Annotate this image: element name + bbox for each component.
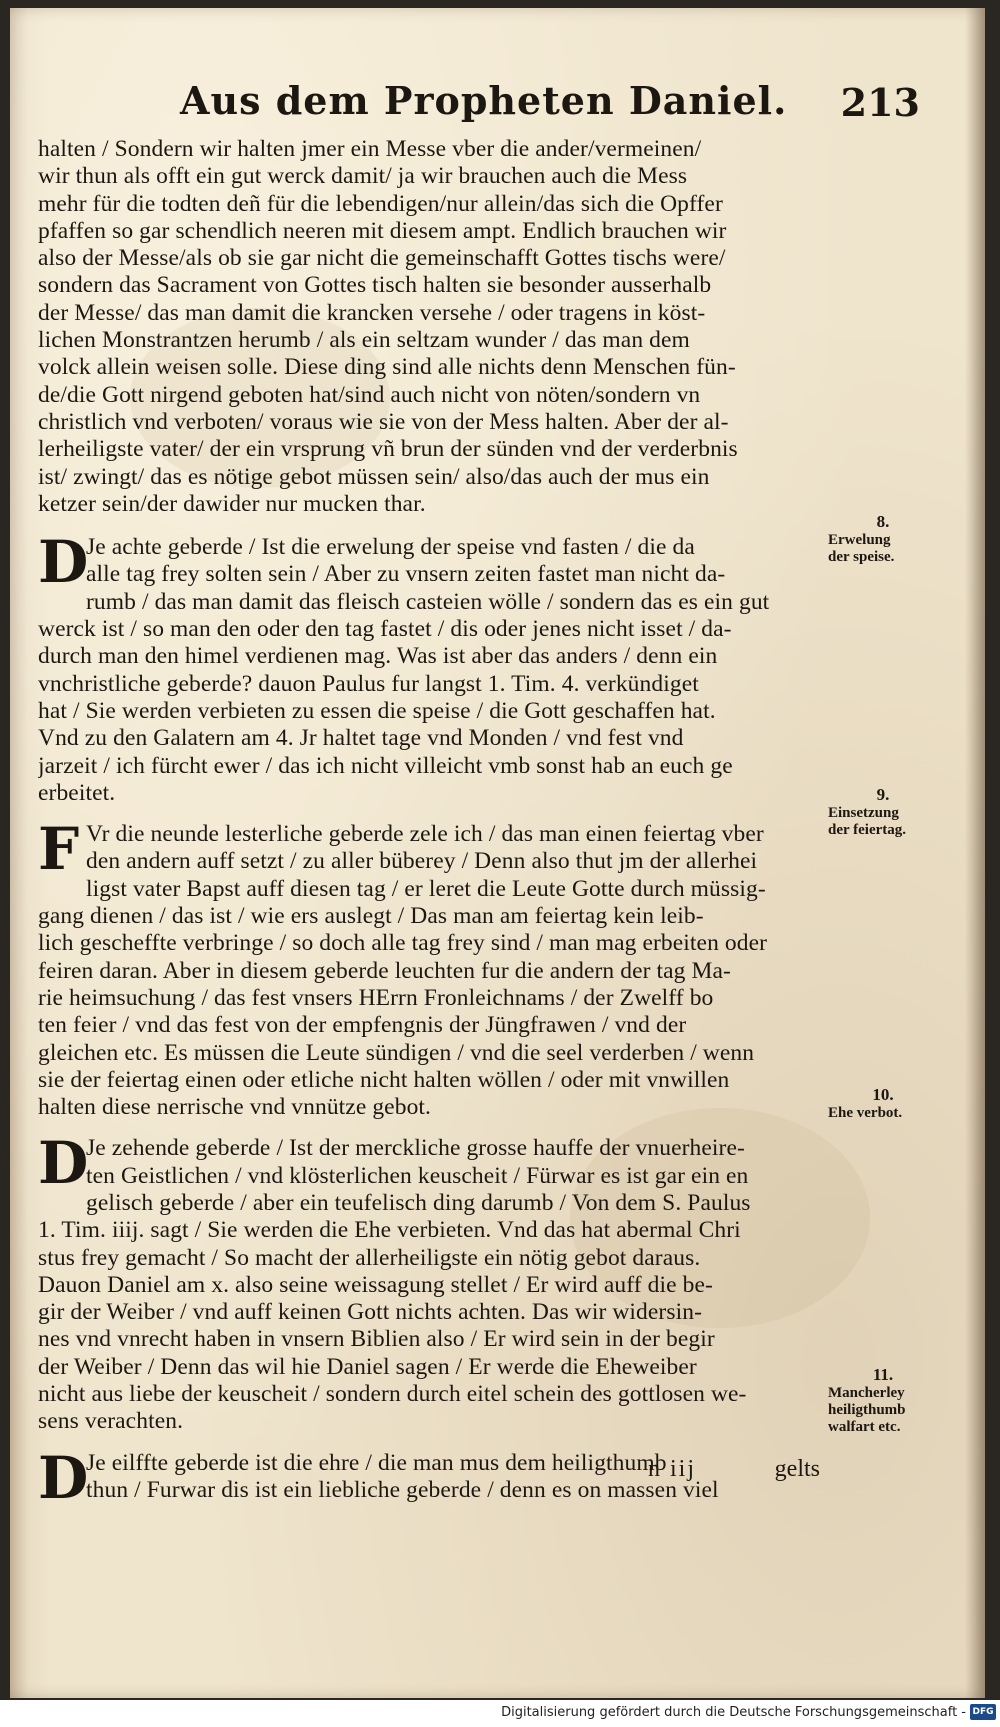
margin-note-number: 8. (876, 512, 890, 531)
paragraph-2 (38, 528, 826, 807)
margin-note-number: 11. (872, 1365, 894, 1384)
page-header (160, 70, 920, 140)
paragraph-4 (38, 1129, 826, 1435)
text-line: werck ist / so man den oder den tag fastet / dis oder jenes nicht isset / da- (38, 616, 732, 643)
text-line: halten / Sondern wir halten jmer ein Messe vber die ander/vermeinen/ (38, 136, 702, 162)
margin-note-line: walfart etc. (828, 1419, 901, 1435)
catchword: gelts (774, 1456, 820, 1482)
text-line: erbeitet. (38, 779, 116, 806)
text-line: gleichen etc. Es müssen die Leute sündigen / vnd die seel verderben / wenn (38, 1039, 755, 1066)
text-line: der Messe/ das man damit die krancken versehe / oder tragens in köst- (38, 299, 706, 326)
dfg-logo-icon: DFG (970, 1704, 996, 1720)
paragraph-1 (38, 136, 826, 518)
text-line: Je zehende geberde / Ist der merckliche grosse hauffe der vnuerheire- (86, 1135, 745, 1162)
text-line: halten diese nerrische vnd vnnütze gebot. (38, 1094, 432, 1121)
text-line: hat / Sie werden verbieten zu essen die speise / die Gott geschaffen hat. (38, 697, 716, 724)
text-line: sie der feiertag einen oder etliche nicht halten wöllen / oder mit vnwillen (38, 1066, 730, 1093)
signature-mark: n iij (648, 1456, 697, 1482)
margin-note-8 (828, 513, 938, 566)
text-line: ten Geistlichen / vnd klösterlichen keuscheit / Fürwar es ist gar ein en (86, 1162, 749, 1189)
text-line: rumb / das man damit das fleisch casteien wölle / sondern das es ein gut (86, 588, 770, 615)
margin-note-line: Einsetzung (828, 805, 899, 821)
text-line: de/die Gott nirgend geboten hat/sind auch nicht von nöten/sondern vn (38, 381, 701, 408)
margin-note-line: der feiertag. (828, 822, 907, 838)
text-line: Je eilffte geberde ist die ehre / die man mus dem heiligthumb (86, 1449, 667, 1476)
text-line: ligst vater Bapst auff diesen tag / er leret die Leute Gotte durch müssig- (86, 875, 766, 902)
margin-note-line: Mancherley (828, 1385, 905, 1401)
text-line: wir thun als offt ein gut werck damit/ ja wir brauchen auch die Mess (38, 163, 688, 190)
text-line: Vr die neunde lesterliche geberde zele ich / das man einen feiertag vber (86, 821, 764, 848)
text-line: lichen Monstrantzen herumb / als ein seltzam wunder / das man dem (38, 327, 690, 354)
folio-number: 213 (840, 80, 920, 125)
text-line: also der Messe/als ob sie gar nicht die gemeinschafft Gottes tischs were/ (38, 245, 726, 272)
text-line: gang dienen / das ist / wie ers auslegt / Das man am feiertag kein leib- (38, 903, 704, 930)
text-line: sens verachten. (38, 1408, 184, 1435)
text-line: sondern das Sacrament von Gottes tisch halten sie besonder ausserhalb (38, 272, 712, 299)
margin-note-line: Erwelung (828, 532, 891, 548)
text-line: Je achte geberde / Ist die erwelung der speise vnd fasten / die da (86, 534, 695, 561)
drop-capital: D (38, 1129, 89, 1198)
margin-note-number: 10. (872, 1085, 894, 1104)
text-line: lerheiligste vater/ der ein vrsprung vñ brun der sünden vnd der verderbnis (38, 436, 738, 463)
drop-capital: D (38, 1443, 89, 1512)
text-line: rie heimsuchung / das fest vnsers HErrn Fronleichnams / der Zwelff bo (38, 984, 714, 1011)
text-line: ketzer sein/der dawider nur mucken thar. (38, 490, 426, 517)
margin-note-line: der speise. (828, 549, 895, 565)
digitization-footer (0, 1700, 1000, 1727)
text-line: alle tag frey solten sein / Aber zu vnsern zeiten fastet man nicht da- (86, 561, 726, 588)
text-line: feiren daran. Aber in diesem geberde leuchten fur die andern der tag Ma- (38, 957, 731, 984)
text-line: stus frey gemacht / So macht der allerheiligste ein nötig gebot daraus. (38, 1244, 701, 1271)
book-page (10, 8, 985, 1698)
drop-capital: F (38, 815, 80, 884)
margin-note-line: Ehe verbot. (828, 1105, 903, 1121)
text-line: jarzeit / ich fürcht ewer / das ich nicht villeicht vmb sonst hab an euch ge (38, 752, 733, 779)
text-line: gelisch geberde / aber ein teufelisch ding darumb / Von dem S. Paulus (86, 1189, 751, 1216)
signature-catchword-line (38, 1456, 828, 1486)
text-line: christlich vnd verboten/ voraus wie sie von der Mess halten. Aber der al- (38, 408, 729, 435)
paragraph-3 (38, 815, 826, 1121)
text-line: durch man den himel verdienen mag. Was ist aber das anders / denn ein (38, 643, 718, 670)
text-line: Dauon Daniel am x. also seine weissagung stellet / Er wird auff die be- (38, 1271, 713, 1298)
running-title: Aus dem Propheten Daniel. (180, 78, 788, 123)
text-line: vnchristliche geberde? dauon Paulus fur langst 1. Tim. 4. verkündiget (38, 670, 699, 697)
text-line: nicht aus liebe der keuscheit / sondern durch eitel schein des gottlosen we- (38, 1381, 747, 1408)
text-line: den andern auff setzt / zu aller büberey / Denn also thut jm der allerhei (86, 848, 758, 875)
margin-note-line: heiligthumb (828, 1402, 906, 1418)
text-line: pfaffen so gar schendlich neeren mit diesem ampt. Endlich brauchen wir (38, 217, 727, 244)
drop-capital: D (38, 528, 89, 597)
text-line: gir der Weiber / vnd auff keinen Gott nichts achten. Das wir widersin- (38, 1299, 703, 1326)
text-line: nes vnd vnrecht haben in vnsern Biblien also / Er wird sein in der begir (38, 1326, 715, 1353)
margin-note-10 (828, 1086, 938, 1122)
text-line: volck allein weisen solle. Diese ding sind alle nichts denn Menschen fün- (38, 354, 736, 381)
margin-note-11 (828, 1366, 938, 1436)
text-line: der Weiber / Denn das wil hie Daniel sagen / Er werde die Eheweiber (38, 1353, 697, 1380)
body-text (38, 136, 826, 1518)
text-line: ist/ zwingt/ das es nötige gebot müssen sein/ also/das auch der mus ein (38, 463, 710, 490)
page-edge-shadow (965, 8, 985, 1698)
text-line: 1. Tim. iiij. sagt / Sie werden die Ehe verbieten. Vnd das hat abermal Chri (38, 1217, 741, 1244)
margin-note-number: 9. (876, 785, 890, 804)
text-line: mehr für die todten deñ für die lebendigen/nur allein/das sich die Opffer (38, 190, 723, 217)
text-line: thun / Furwar dis ist ein liebliche geberde / denn es on massen viel (86, 1476, 719, 1503)
text-line: lich gescheffte verbringe / so doch alle tag frey sind / man mag erbeiten oder (38, 930, 768, 957)
funding-credit: Digitalisierung gefördert durch die Deutsche Forschungsgemeinschaft - (501, 1705, 966, 1720)
text-line: Vnd zu den Galatern am 4. Jr haltet tage vnd Monden / vnd fest vnd (38, 725, 684, 752)
text-line: ten feier / vnd das fest von der empfengnis der Jüngfrawen / vnd der (38, 1012, 687, 1039)
margin-note-9 (828, 786, 938, 839)
